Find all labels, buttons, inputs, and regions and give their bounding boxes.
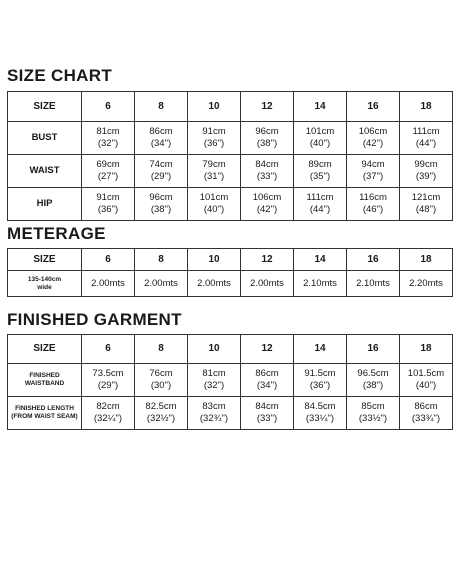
table-cell: 2.20mts <box>400 271 453 297</box>
header-cell: 12 <box>241 92 294 122</box>
meterage-table <box>7 248 453 297</box>
meterage-title: METERAGE <box>7 224 106 243</box>
header-cell: 18 <box>400 92 453 122</box>
header-cell: 18 <box>400 335 453 364</box>
table-cell: 79cm (31") <box>188 155 241 188</box>
table-cell: 96cm (38") <box>241 122 294 155</box>
header-cell: 6 <box>82 335 135 364</box>
table-cell: 89cm (35") <box>294 155 347 188</box>
table-cell: 91.5cm (36") <box>294 364 347 397</box>
finished-garment-title: FINISHED GARMENT <box>7 310 182 329</box>
table-cell: 94cm (37") <box>347 155 400 188</box>
row-label: BUST <box>8 122 82 155</box>
header-cell: SIZE <box>8 335 82 364</box>
table-cell: 2.00mts <box>82 271 135 297</box>
table-cell: 84cm (33") <box>241 397 294 430</box>
table-row <box>8 122 453 155</box>
table-cell: 74cm (29") <box>135 155 188 188</box>
table-cell: 101cm (40") <box>188 188 241 221</box>
table-cell: 96.5cm (38") <box>347 364 400 397</box>
table-cell: 81cm (32") <box>82 122 135 155</box>
header-cell: 6 <box>82 92 135 122</box>
header-cell: 8 <box>135 249 188 271</box>
header-cell: 14 <box>294 92 347 122</box>
header-cell: 10 <box>188 249 241 271</box>
header-cell: 16 <box>347 249 400 271</box>
size-chart-title: SIZE CHART <box>7 66 112 85</box>
table-cell: 81cm (32") <box>188 364 241 397</box>
table-cell: 106cm (42") <box>241 188 294 221</box>
table-cell: 86cm (34") <box>241 364 294 397</box>
table-cell: 111cm (44") <box>400 122 453 155</box>
table-cell: 82.5cm (32½") <box>135 397 188 430</box>
row-label: WAIST <box>8 155 82 188</box>
table-row <box>8 397 453 430</box>
table-cell: 111cm (44") <box>294 188 347 221</box>
table-cell: 91cm (36") <box>82 188 135 221</box>
table-row <box>8 271 453 297</box>
table-cell: 86cm (33¾") <box>400 397 453 430</box>
table-cell: 84.5cm (33¼") <box>294 397 347 430</box>
table-cell: 86cm (34") <box>135 122 188 155</box>
table-cell: 69cm (27") <box>82 155 135 188</box>
header-cell: SIZE <box>8 92 82 122</box>
table-cell: 84cm (33") <box>241 155 294 188</box>
header-cell: 16 <box>347 92 400 122</box>
header-cell: 12 <box>241 249 294 271</box>
table-cell: 101cm (40") <box>294 122 347 155</box>
row-label: HIP <box>8 188 82 221</box>
header-cell: SIZE <box>8 249 82 271</box>
size-chart-table <box>7 91 453 221</box>
header-cell: 14 <box>294 335 347 364</box>
header-cell: 18 <box>400 249 453 271</box>
table-cell: 82cm (32¼") <box>82 397 135 430</box>
header-cell: 10 <box>188 335 241 364</box>
table-cell: 83cm (32¾") <box>188 397 241 430</box>
table-row <box>8 155 453 188</box>
table-row <box>8 188 453 221</box>
meterage-header-row <box>8 249 453 271</box>
row-label: FINISHED WAISTBAND <box>8 364 82 397</box>
header-cell: 8 <box>135 92 188 122</box>
header-cell: 14 <box>294 249 347 271</box>
table-cell: 101.5cm (40") <box>400 364 453 397</box>
table-cell: 2.00mts <box>241 271 294 297</box>
header-cell: 10 <box>188 92 241 122</box>
table-cell: 85cm (33½") <box>347 397 400 430</box>
table-row <box>8 364 453 397</box>
table-cell: 76cm (30") <box>135 364 188 397</box>
row-label: FINISHED LENGTH (FROM WAIST SEAM) <box>8 397 82 430</box>
table-cell: 73.5cm (29") <box>82 364 135 397</box>
table-cell: 96cm (38") <box>135 188 188 221</box>
table-cell: 121cm (48") <box>400 188 453 221</box>
header-cell: 6 <box>82 249 135 271</box>
table-cell: 2.00mts <box>135 271 188 297</box>
table-cell: 2.10mts <box>294 271 347 297</box>
header-cell: 16 <box>347 335 400 364</box>
size-chart-header-row <box>8 92 453 122</box>
header-cell: 8 <box>135 335 188 364</box>
header-cell: 12 <box>241 335 294 364</box>
finished-garment-header-row <box>8 335 453 364</box>
finished-garment-table <box>7 334 453 430</box>
table-cell: 99cm (39") <box>400 155 453 188</box>
table-cell: 116cm (46") <box>347 188 400 221</box>
table-cell: 91cm (36") <box>188 122 241 155</box>
table-cell: 2.10mts <box>347 271 400 297</box>
row-label: 135-140cm wide <box>8 271 82 297</box>
table-cell: 106cm (42") <box>347 122 400 155</box>
table-cell: 2.00mts <box>188 271 241 297</box>
